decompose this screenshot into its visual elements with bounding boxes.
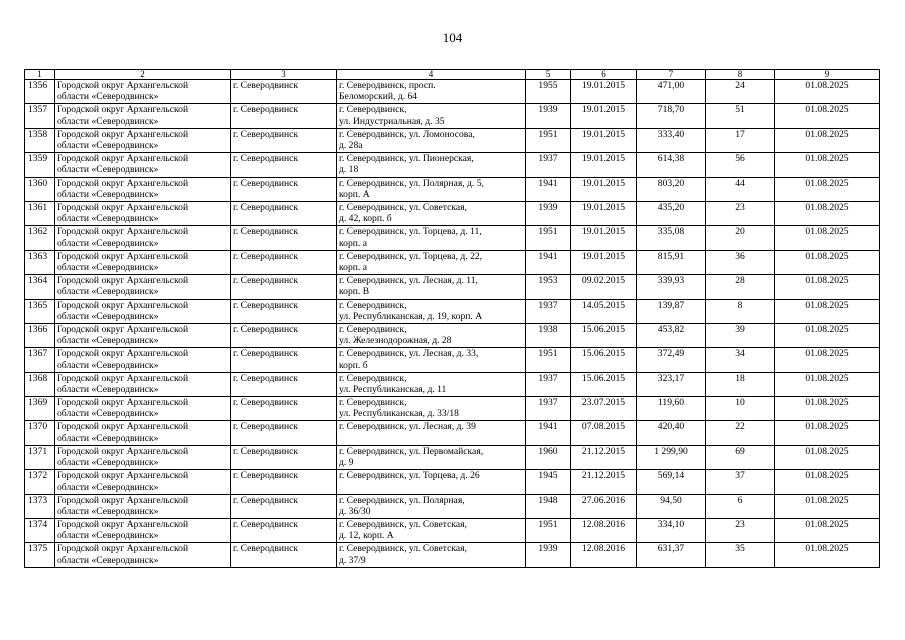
- owner-cell-line: области «Северодвинск»: [57, 457, 159, 469]
- year-cell: 1938: [526, 323, 571, 347]
- residents-cell: 44: [706, 177, 775, 201]
- owner-cell-line: Городской округ Архангельской: [57, 470, 189, 482]
- column-header: 3: [231, 70, 337, 80]
- residents-cell: 37: [706, 470, 775, 494]
- row-number: 1363: [25, 250, 55, 274]
- table-row: [25, 250, 880, 274]
- residents-cell: 18: [706, 372, 775, 396]
- row-number: 1369: [25, 397, 55, 421]
- row-number: 1367: [25, 348, 55, 372]
- city-cell: г. Северодвинск: [231, 275, 337, 299]
- owner-cell-line: Городской округ Архангельской: [57, 519, 189, 531]
- row-number: 1361: [25, 201, 55, 225]
- address-cell-line: д. 9: [339, 457, 354, 469]
- table-row: [25, 177, 880, 201]
- residents-cell: 56: [706, 153, 775, 177]
- owner-cell-line: Городской округ Архангельской: [57, 275, 189, 287]
- owner-cell-line: области «Северодвинск»: [57, 554, 159, 566]
- address-cell-line: корп. а: [339, 237, 367, 249]
- area-cell: 94,50: [637, 494, 706, 518]
- owner-cell: [55, 226, 231, 250]
- table-row: [25, 348, 880, 372]
- deadline-cell: 01.08.2025: [775, 128, 880, 152]
- address-cell-line: ул. Республиканская, д. 33/18: [339, 408, 459, 420]
- address-cell-line: г. Северодвинск,: [339, 299, 407, 311]
- owner-cell: [55, 153, 231, 177]
- address-cell: [337, 250, 526, 274]
- column-header: 5: [526, 70, 571, 80]
- city-cell: г. Северодвинск: [231, 421, 337, 445]
- owner-cell: [55, 494, 231, 518]
- residents-cell: 23: [706, 201, 775, 225]
- address-cell-line: г. Северодвинск,: [339, 397, 407, 409]
- owner-cell-line: области «Северодвинск»: [57, 432, 159, 444]
- date-cell: 19.01.2015: [571, 104, 637, 128]
- area-cell: 139,87: [637, 299, 706, 323]
- date-cell: 15.06.2015: [571, 348, 637, 372]
- city-cell: г. Северодвинск: [231, 348, 337, 372]
- date-cell: 19.01.2015: [571, 226, 637, 250]
- area-cell: 803,20: [637, 177, 706, 201]
- owner-cell-line: области «Северодвинск»: [57, 91, 159, 103]
- table-row: [25, 494, 880, 518]
- table-row: [25, 470, 880, 494]
- address-cell-line: г. Северодвинск, ул. Лесная, д. 39: [339, 421, 476, 433]
- owner-cell-line: Городской округ Архангельской: [57, 201, 189, 213]
- owner-cell-line: области «Северодвинск»: [57, 237, 159, 249]
- owner-cell: [55, 397, 231, 421]
- date-cell: 15.06.2015: [571, 323, 637, 347]
- address-cell: [337, 323, 526, 347]
- year-cell: 1937: [526, 299, 571, 323]
- address-cell-line: [339, 433, 523, 444]
- residents-cell: 69: [706, 445, 775, 469]
- address-cell-line: г. Северодвинск, ул. Полярная, д. 5,: [339, 177, 484, 189]
- date-cell: 09.02.2015: [571, 275, 637, 299]
- address-cell-line: г. Северодвинск, ул. Советская,: [339, 543, 467, 555]
- deadline-cell: 01.08.2025: [775, 348, 880, 372]
- table-row: [25, 275, 880, 299]
- residents-cell: 39: [706, 323, 775, 347]
- owner-cell: [55, 323, 231, 347]
- area-cell: 334,10: [637, 519, 706, 543]
- owner-cell-line: Городской округ Архангельской: [57, 80, 189, 91]
- year-cell: 1941: [526, 421, 571, 445]
- address-cell-line: корп. А: [339, 188, 370, 200]
- year-cell: 1948: [526, 494, 571, 518]
- owner-cell-line: области «Северодвинск»: [57, 335, 159, 347]
- address-cell-line: г. Северодвинск, ул. Лесная, д. 33,: [339, 348, 479, 360]
- row-number: 1358: [25, 128, 55, 152]
- date-cell: 12.08.2016: [571, 519, 637, 543]
- city-cell: г. Северодвинск: [231, 299, 337, 323]
- residents-cell: 35: [706, 543, 775, 567]
- table-row: [25, 153, 880, 177]
- owner-cell-line: области «Северодвинск»: [57, 505, 159, 517]
- address-cell-line: д. 36/30: [339, 505, 371, 517]
- date-cell: 07.08.2015: [571, 421, 637, 445]
- year-cell: 1945: [526, 470, 571, 494]
- city-cell: г. Северодвинск: [231, 104, 337, 128]
- residents-cell: 36: [706, 250, 775, 274]
- address-cell: [337, 348, 526, 372]
- owner-cell-line: Городской округ Архангельской: [57, 250, 189, 262]
- deadline-cell: 01.08.2025: [775, 323, 880, 347]
- address-cell: [337, 177, 526, 201]
- address-cell-line: корп. б: [339, 359, 368, 371]
- owner-cell: [55, 299, 231, 323]
- year-cell: 1937: [526, 372, 571, 396]
- owner-cell: [55, 201, 231, 225]
- deadline-cell: 01.08.2025: [775, 177, 880, 201]
- table-row: [25, 226, 880, 250]
- row-number: 1366: [25, 323, 55, 347]
- city-cell: г. Северодвинск: [231, 177, 337, 201]
- city-cell: г. Северодвинск: [231, 470, 337, 494]
- date-cell: 19.01.2015: [571, 250, 637, 274]
- owner-cell: [55, 470, 231, 494]
- date-cell: 21.12.2015: [571, 470, 637, 494]
- residents-cell: 10: [706, 397, 775, 421]
- row-number: 1359: [25, 153, 55, 177]
- address-cell-line: г. Северодвинск, ул. Советская,: [339, 201, 467, 213]
- row-number: 1368: [25, 372, 55, 396]
- deadline-cell: 01.08.2025: [775, 494, 880, 518]
- city-cell: г. Северодвинск: [231, 519, 337, 543]
- owner-cell-line: Городской округ Архангельской: [57, 177, 189, 189]
- address-cell: [337, 470, 526, 494]
- deadline-cell: 01.08.2025: [775, 153, 880, 177]
- year-cell: 1941: [526, 250, 571, 274]
- address-cell: [337, 445, 526, 469]
- owner-cell-line: Городской округ Архангельской: [57, 421, 189, 433]
- column-header: 6: [571, 70, 637, 80]
- owner-cell: [55, 445, 231, 469]
- column-header: 9: [775, 70, 880, 80]
- area-cell: 335,08: [637, 226, 706, 250]
- owner-cell-line: Городской округ Архангельской: [57, 128, 189, 140]
- year-cell: 1951: [526, 519, 571, 543]
- residents-cell: 17: [706, 128, 775, 152]
- column-header: 2: [55, 70, 231, 80]
- address-cell-line: г. Северодвинск, ул. Полярная,: [339, 494, 465, 506]
- date-cell: 21.12.2015: [571, 445, 637, 469]
- address-cell-line: корп. а: [339, 262, 367, 274]
- table-row: [25, 372, 880, 396]
- address-cell: [337, 372, 526, 396]
- owner-cell-line: области «Северодвинск»: [57, 530, 159, 542]
- deadline-cell: 01.08.2025: [775, 80, 880, 104]
- address-cell-line: г. Северодвинск,: [339, 323, 407, 335]
- address-cell-line: ул. Железнодорожная, д. 28: [339, 335, 452, 347]
- column-header: 8: [706, 70, 775, 80]
- column-header: 4: [337, 70, 526, 80]
- area-cell: 333,40: [637, 128, 706, 152]
- date-cell: 23.07.2015: [571, 397, 637, 421]
- address-cell-line: г. Северодвинск, ул. Ломоносова,: [339, 128, 475, 140]
- city-cell: г. Северодвинск: [231, 201, 337, 225]
- owner-cell-line: области «Северодвинск»: [57, 188, 159, 200]
- address-cell-line: г. Северодвинск, ул. Торцева, д. 22,: [339, 250, 483, 262]
- row-number: 1364: [25, 275, 55, 299]
- table-row: [25, 519, 880, 543]
- owner-cell-line: Городской округ Архангельской: [57, 372, 189, 384]
- row-number: 1370: [25, 421, 55, 445]
- deadline-cell: 01.08.2025: [775, 299, 880, 323]
- area-cell: 420,40: [637, 421, 706, 445]
- residents-cell: 22: [706, 421, 775, 445]
- column-header: 1: [25, 70, 55, 80]
- city-cell: г. Северодвинск: [231, 494, 337, 518]
- residents-cell: 34: [706, 348, 775, 372]
- area-cell: 323,17: [637, 372, 706, 396]
- year-cell: 1939: [526, 543, 571, 567]
- date-cell: 19.01.2015: [571, 153, 637, 177]
- owner-cell: [55, 250, 231, 274]
- city-cell: г. Северодвинск: [231, 397, 337, 421]
- date-cell: 19.01.2015: [571, 80, 637, 104]
- row-number: 1375: [25, 543, 55, 567]
- row-number: 1372: [25, 470, 55, 494]
- deadline-cell: 01.08.2025: [775, 470, 880, 494]
- owner-cell: [55, 348, 231, 372]
- owner-cell: [55, 80, 231, 104]
- address-cell-line: г. Северодвинск,: [339, 372, 407, 384]
- address-cell: [337, 421, 526, 445]
- city-cell: г. Северодвинск: [231, 250, 337, 274]
- owner-cell-line: Городской округ Архангельской: [57, 153, 189, 165]
- deadline-cell: 01.08.2025: [775, 104, 880, 128]
- row-number: 1365: [25, 299, 55, 323]
- owner-cell-line: Городской округ Архангельской: [57, 104, 189, 116]
- area-cell: 435,20: [637, 201, 706, 225]
- address-cell-line: ул. Республиканская, д. 11: [339, 383, 447, 395]
- residents-cell: 23: [706, 519, 775, 543]
- city-cell: г. Северодвинск: [231, 372, 337, 396]
- residents-cell: 28: [706, 275, 775, 299]
- year-cell: 1941: [526, 177, 571, 201]
- table-row: [25, 299, 880, 323]
- owner-cell: [55, 275, 231, 299]
- address-cell: [337, 226, 526, 250]
- year-cell: 1951: [526, 128, 571, 152]
- area-cell: 471,00: [637, 80, 706, 104]
- column-number-row: [25, 70, 880, 80]
- year-cell: 1955: [526, 80, 571, 104]
- owner-cell-line: области «Северодвинск»: [57, 310, 159, 322]
- address-cell: [337, 128, 526, 152]
- owner-cell-line: области «Северодвинск»: [57, 408, 159, 420]
- area-cell: 569,14: [637, 470, 706, 494]
- address-cell: [337, 494, 526, 518]
- row-number: 1374: [25, 519, 55, 543]
- owner-cell-line: Городской округ Архангельской: [57, 494, 189, 506]
- address-cell-line: д. 28а: [339, 140, 363, 152]
- address-cell-line: д. 37/9: [339, 554, 366, 566]
- deadline-cell: 01.08.2025: [775, 543, 880, 567]
- owner-cell-line: Городской округ Архангельской: [57, 323, 189, 335]
- owner-cell-line: Городской округ Архангельской: [57, 348, 189, 360]
- residents-cell: 20: [706, 226, 775, 250]
- area-cell: 453,82: [637, 323, 706, 347]
- year-cell: 1951: [526, 348, 571, 372]
- date-cell: 19.01.2015: [571, 128, 637, 152]
- table-row: [25, 80, 880, 104]
- address-cell-line: [339, 482, 523, 493]
- address-cell: [337, 201, 526, 225]
- address-cell-line: д. 12, корп. А: [339, 530, 394, 542]
- area-cell: 815,91: [637, 250, 706, 274]
- row-number: 1360: [25, 177, 55, 201]
- address-cell: [337, 80, 526, 104]
- owner-cell-line: Городской округ Архангельской: [57, 445, 189, 457]
- area-cell: 614,38: [637, 153, 706, 177]
- city-cell: г. Северодвинск: [231, 445, 337, 469]
- year-cell: 1951: [526, 226, 571, 250]
- deadline-cell: 01.08.2025: [775, 397, 880, 421]
- address-cell-line: корп. В: [339, 286, 370, 298]
- address-cell-line: г. Северодвинск, просп.: [339, 80, 436, 91]
- address-cell-line: г. Северодвинск, ул. Торцева, д. 26: [339, 470, 480, 482]
- residents-cell: 24: [706, 80, 775, 104]
- owner-cell-line: области «Северодвинск»: [57, 115, 159, 127]
- row-number: 1362: [25, 226, 55, 250]
- date-cell: 27.06.2016: [571, 494, 637, 518]
- deadline-cell: 01.08.2025: [775, 275, 880, 299]
- address-cell-line: г. Северодвинск, ул. Первомайская,: [339, 445, 484, 457]
- area-cell: 339,93: [637, 275, 706, 299]
- owner-cell-line: Городской округ Архангельской: [57, 397, 189, 409]
- address-cell-line: д. 42, корп. б: [339, 213, 392, 225]
- table-row: [25, 543, 880, 567]
- city-cell: г. Северодвинск: [231, 80, 337, 104]
- area-cell: 1 299,90: [637, 445, 706, 469]
- owner-cell-line: области «Северодвинск»: [57, 383, 159, 395]
- year-cell: 1953: [526, 275, 571, 299]
- table-row: [25, 128, 880, 152]
- deadline-cell: 01.08.2025: [775, 421, 880, 445]
- owner-cell-line: области «Северодвинск»: [57, 140, 159, 152]
- owner-cell-line: Городской округ Архангельской: [57, 543, 189, 555]
- owner-cell: [55, 372, 231, 396]
- address-cell: [337, 153, 526, 177]
- area-cell: 119,60: [637, 397, 706, 421]
- row-number: 1371: [25, 445, 55, 469]
- row-number: 1357: [25, 104, 55, 128]
- year-cell: 1937: [526, 153, 571, 177]
- city-cell: г. Северодвинск: [231, 128, 337, 152]
- year-cell: 1939: [526, 104, 571, 128]
- date-cell: 14.05.2015: [571, 299, 637, 323]
- deadline-cell: 01.08.2025: [775, 445, 880, 469]
- owner-cell-line: области «Северодвинск»: [57, 213, 159, 225]
- owner-cell-line: области «Северодвинск»: [57, 481, 159, 493]
- table-row: [25, 323, 880, 347]
- date-cell: 19.01.2015: [571, 201, 637, 225]
- owner-cell-line: области «Северодвинск»: [57, 359, 159, 371]
- owner-cell: [55, 104, 231, 128]
- column-header: 7: [637, 70, 706, 80]
- residents-cell: 51: [706, 104, 775, 128]
- owner-cell-line: Городской округ Архангельской: [57, 299, 189, 311]
- address-cell: [337, 543, 526, 567]
- area-cell: 718,70: [637, 104, 706, 128]
- address-cell-line: г. Северодвинск, ул. Торцева, д. 11,: [339, 226, 482, 238]
- address-cell-line: ул. Республиканская, д. 19, корп. А: [339, 310, 483, 322]
- city-cell: г. Северодвинск: [231, 226, 337, 250]
- address-cell-line: г. Северодвинск, ул. Пионерская,: [339, 153, 474, 165]
- address-cell-line: г. Северодвинск,: [339, 104, 407, 116]
- owner-cell: [55, 177, 231, 201]
- residents-cell: 8: [706, 299, 775, 323]
- year-cell: 1939: [526, 201, 571, 225]
- owner-cell: [55, 519, 231, 543]
- deadline-cell: 01.08.2025: [775, 519, 880, 543]
- address-cell-line: ул. Индустриальная, д. 35: [339, 115, 445, 127]
- table-row: [25, 104, 880, 128]
- owner-cell-line: области «Северодвинск»: [57, 262, 159, 274]
- housing-registry-table: [24, 69, 880, 568]
- date-cell: 19.01.2015: [571, 177, 637, 201]
- area-cell: 372,49: [637, 348, 706, 372]
- owner-cell-line: области «Северодвинск»: [57, 164, 159, 176]
- table-row: [25, 397, 880, 421]
- address-cell: [337, 299, 526, 323]
- residents-cell: 6: [706, 494, 775, 518]
- owner-cell: [55, 421, 231, 445]
- deadline-cell: 01.08.2025: [775, 226, 880, 250]
- address-cell: [337, 275, 526, 299]
- city-cell: г. Северодвинск: [231, 323, 337, 347]
- address-cell: [337, 397, 526, 421]
- area-cell: 631,37: [637, 543, 706, 567]
- address-cell: [337, 104, 526, 128]
- page-number: 104: [442, 30, 463, 45]
- deadline-cell: 01.08.2025: [775, 250, 880, 274]
- city-cell: г. Северодвинск: [231, 543, 337, 567]
- row-number: 1356: [25, 80, 55, 104]
- owner-cell: [55, 543, 231, 567]
- city-cell: г. Северодвинск: [231, 153, 337, 177]
- address-cell: [337, 519, 526, 543]
- address-cell-line: г. Северодвинск, ул. Советская,: [339, 519, 467, 531]
- owner-cell: [55, 128, 231, 152]
- address-cell-line: Беломорский, д. 64: [339, 91, 418, 103]
- deadline-cell: 01.08.2025: [775, 372, 880, 396]
- owner-cell-line: области «Северодвинск»: [57, 286, 159, 298]
- row-number: 1373: [25, 494, 55, 518]
- year-cell: 1937: [526, 397, 571, 421]
- owner-cell-line: Городской округ Архангельской: [57, 226, 189, 238]
- table-row: [25, 445, 880, 469]
- table-row: [25, 421, 880, 445]
- deadline-cell: 01.08.2025: [775, 201, 880, 225]
- address-cell-line: г. Северодвинск, ул. Лесная, д. 11,: [339, 275, 478, 287]
- year-cell: 1960: [526, 445, 571, 469]
- table-row: [25, 201, 880, 225]
- date-cell: 15.06.2015: [571, 372, 637, 396]
- date-cell: 12.08.2016: [571, 543, 637, 567]
- address-cell-line: д. 18: [339, 164, 359, 176]
